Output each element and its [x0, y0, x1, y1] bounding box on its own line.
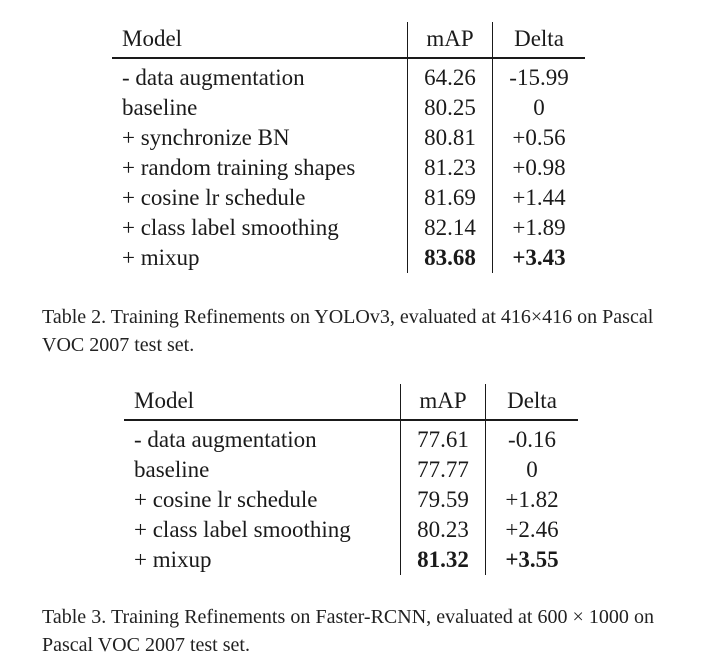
delta-cell: +1.44 — [512, 185, 566, 210]
delta-cell: +1.89 — [512, 215, 566, 240]
header-delta: Delta — [507, 388, 557, 413]
table-row — [124, 545, 578, 575]
model-cell: + class label smoothing — [134, 517, 351, 542]
table-row — [124, 455, 578, 485]
header-model: Model — [134, 388, 195, 413]
map-cell: 81.69 — [408, 183, 493, 213]
map-cell: 64.26 — [408, 58, 493, 93]
table-row — [112, 58, 585, 93]
table-row — [124, 420, 578, 455]
table-body — [124, 420, 578, 575]
model-cell: + random training shapes — [122, 155, 356, 180]
table-3 — [124, 384, 578, 575]
model-cell: + cosine lr schedule — [134, 487, 318, 512]
header-model: Model — [122, 26, 183, 51]
model-cell: baseline — [122, 95, 198, 120]
map-cell: 82.14 — [408, 213, 493, 243]
model-cell: baseline — [134, 457, 210, 482]
model-cell: + synchronize BN — [122, 125, 290, 150]
table-body — [112, 58, 585, 273]
header-delta: Delta — [514, 26, 564, 51]
table-row — [112, 183, 585, 213]
table-row — [112, 243, 585, 273]
table-row — [112, 153, 585, 183]
model-cell: + mixup — [134, 547, 212, 572]
table-row — [112, 123, 585, 153]
model-cell: + class label smoothing — [122, 215, 339, 240]
model-cell: + cosine lr schedule — [122, 185, 306, 210]
table-2 — [112, 22, 585, 273]
delta-cell: +3.55 — [505, 547, 559, 572]
table-row — [124, 485, 578, 515]
delta-cell: -15.99 — [509, 65, 569, 90]
delta-cell: +1.82 — [505, 487, 559, 512]
map-cell: 83.68 — [408, 243, 493, 273]
map-cell: 77.61 — [401, 420, 486, 455]
delta-cell: +2.46 — [505, 517, 559, 542]
delta-cell: -0.16 — [508, 427, 556, 452]
header-map: mAP — [408, 22, 493, 58]
delta-cell: +0.98 — [512, 155, 566, 180]
map-cell: 79.59 — [401, 485, 486, 515]
table-row — [112, 213, 585, 243]
model-cell: - data augmentation — [134, 427, 317, 452]
delta-cell: +3.43 — [512, 245, 566, 270]
table-header-row — [112, 22, 585, 58]
table-header-row — [124, 384, 578, 420]
table-3-caption: Table 3. Training Refinements on Faster-RCNN, evaluated at 600 × 1000 on Pascal VOC 2007 test set. — [42, 606, 654, 656]
header-map: mAP — [401, 384, 486, 420]
delta-cell: +0.56 — [512, 125, 566, 150]
map-cell: 80.81 — [408, 123, 493, 153]
map-cell: 81.23 — [408, 153, 493, 183]
table-row — [112, 93, 585, 123]
map-cell: 81.32 — [401, 545, 486, 575]
delta-cell: 0 — [533, 95, 545, 120]
table-2-caption: Table 2. Training Refinements on YOLOv3, evaluated at 416×416 on Pascal VOC 2007 test set. — [42, 306, 654, 356]
map-cell: 77.77 — [401, 455, 486, 485]
model-cell: + mixup — [122, 245, 200, 270]
delta-cell: 0 — [526, 457, 538, 482]
map-cell: 80.23 — [401, 515, 486, 545]
table-row — [124, 515, 578, 545]
model-cell: - data augmentation — [122, 65, 305, 90]
map-cell: 80.25 — [408, 93, 493, 123]
